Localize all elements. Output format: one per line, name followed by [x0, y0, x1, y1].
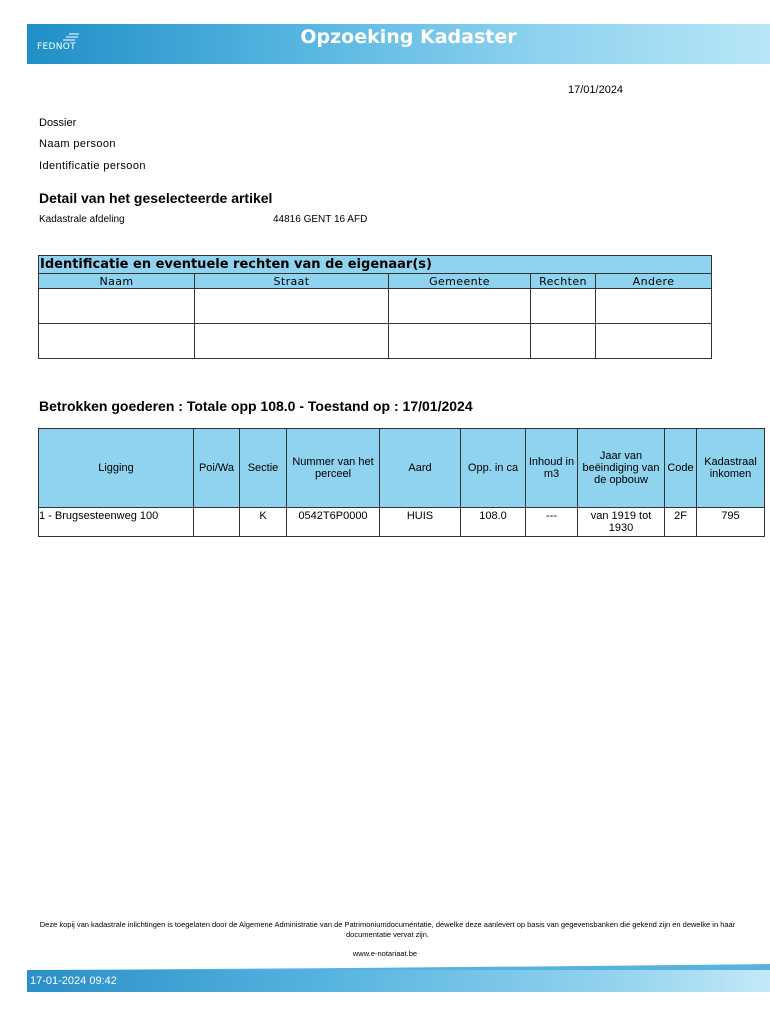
cell-code: 2F [665, 508, 697, 537]
table-cell [39, 289, 195, 324]
table-cell [596, 324, 712, 359]
owners-table [38, 255, 712, 359]
goods-section-title: Betrokken goederen : Totale opp 108.0 - Toestand op : 17/01/2024 [39, 398, 473, 414]
table-cell [596, 289, 712, 324]
owners-col-gemeente: Gemeente [389, 274, 531, 289]
cell-jaar: van 1919 tot 1930 [578, 508, 665, 537]
logo-text: FEDNOT [37, 42, 76, 52]
cell-inkomen: 795 [697, 508, 765, 537]
table-cell [195, 289, 389, 324]
owners-col-straat: Straat [195, 274, 389, 289]
kadastrale-afdeling-label: Kadastrale afdeling [39, 214, 125, 225]
owners-col-rechten: Rechten [531, 274, 596, 289]
table-cell [39, 324, 195, 359]
website-link[interactable]: www.e-notariaat.be [352, 949, 418, 958]
goods-col-inkomen: Kadastraal inkomen [697, 429, 765, 508]
page-title: Opzoeking Kadaster [300, 26, 517, 48]
owners-col-andere: Andere [596, 274, 712, 289]
cell-ligging: 1 - Brugsesteenweg 100 [39, 508, 194, 537]
table-cell [531, 324, 596, 359]
cell-nummer: 0542T6P0000 [287, 508, 380, 537]
naam-persoon-label: Naam persoon [39, 138, 116, 150]
owners-table-title: Identificatie en eventuele rechten van de eigenaar(s) [39, 256, 712, 274]
document-date: 17/01/2024 [568, 84, 624, 96]
goods-col-ligging: Ligging [39, 429, 194, 508]
cell-sectie: K [240, 508, 287, 537]
table-cell [389, 289, 531, 324]
footer-timestamp: 17-01-2024 09:42 [30, 975, 117, 987]
owners-col-naam: Naam [39, 274, 195, 289]
goods-col-nummer: Nummer van het perceel [287, 429, 380, 508]
goods-col-opp: Opp. in ca [461, 429, 526, 508]
table-row [39, 508, 765, 537]
goods-col-sectie: Sectie [240, 429, 287, 508]
cell-inhoud: --- [526, 508, 578, 537]
goods-table [38, 428, 765, 537]
cell-poiwa [194, 508, 240, 537]
cell-opp: 108.0 [461, 508, 526, 537]
detail-section-title: Detail van het geselecteerde artikel [39, 190, 273, 206]
disclaimer-text: Deze kopij van kadastrale inlichtingen is toegelaten door de Algemene Administratie van de Patrimoniumdocumentatie, dewelke deze aanlevert op basis van gegevensbanken die gekend zijn en dewelke in haar documentatie vervat zijn. [39, 920, 736, 939]
goods-col-code: Code [665, 429, 697, 508]
table-cell [531, 289, 596, 324]
identificatie-persoon-label: Identificatie persoon [39, 160, 146, 172]
table-row [39, 324, 712, 359]
cell-aard: HUIS [380, 508, 461, 537]
dossier-label: Dossier [39, 117, 77, 129]
table-row [39, 289, 712, 324]
goods-col-inhoud: Inhoud in m3 [526, 429, 578, 508]
goods-col-jaar: Jaar van beëindiging van de opbouw [578, 429, 665, 508]
kadastrale-afdeling-value: 44816 GENT 16 AFD [273, 214, 368, 225]
header-bar [27, 24, 770, 64]
table-cell [389, 324, 531, 359]
goods-col-aard: Aard [380, 429, 461, 508]
goods-col-poiwa: Poi/Wa [194, 429, 240, 508]
table-cell [195, 324, 389, 359]
footer-bar [27, 970, 770, 992]
